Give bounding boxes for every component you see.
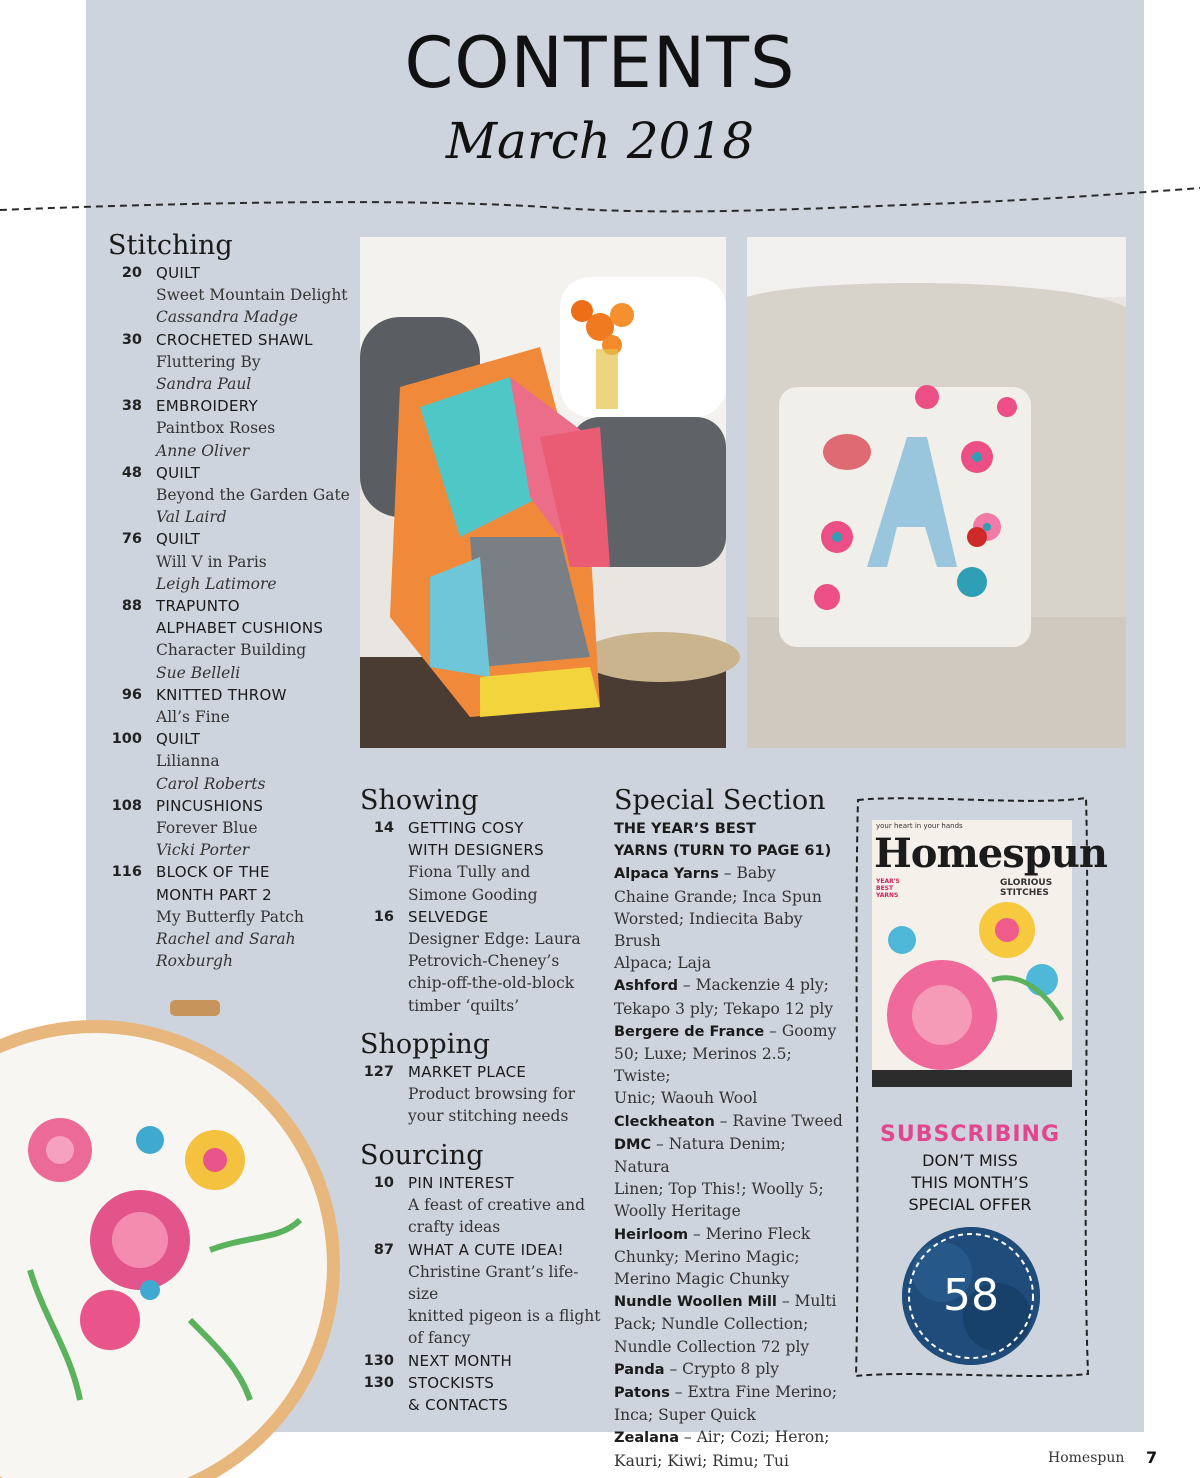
entry-title: Character Building — [156, 641, 307, 660]
yarn-names: Nundle Collection 72 ply — [614, 1337, 810, 1356]
special-line — [614, 1336, 844, 1358]
special-line — [614, 1110, 844, 1133]
special-line — [614, 886, 844, 908]
yarn-names: Chunky; Merino Magic; — [614, 1247, 800, 1266]
toc-entry[interactable] — [94, 329, 354, 396]
brand-name: Ashford — [614, 978, 678, 995]
entry-category: TRAPUNTO — [156, 597, 240, 616]
yarn-names: – Mackenzie 4 ply; — [677, 976, 829, 995]
special-line — [614, 952, 844, 974]
special-line — [614, 1358, 844, 1381]
special-line — [614, 1087, 844, 1109]
entry-page-number: 20 — [121, 265, 142, 281]
entry-page-number: 48 — [121, 464, 142, 481]
stitching-list — [94, 262, 354, 973]
special-line — [614, 1290, 844, 1313]
entry-title: knitted pigeon is a flight — [408, 1307, 601, 1326]
embroidery-hoop-image — [0, 990, 335, 1478]
yarn-names: – Crypto 8 ply — [664, 1359, 779, 1378]
section-heading-sourcing: Sourcing — [360, 1140, 484, 1171]
yarn-names: Worsted; Indiecita Baby Brush — [614, 909, 803, 951]
special-head-line: THE YEAR’S BEST — [614, 821, 757, 837]
toc-entry[interactable] — [94, 861, 354, 972]
offer-text — [852, 1150, 1088, 1216]
yarn-names: Inca; Super Quick — [614, 1406, 756, 1425]
brand-name: Panda — [614, 1361, 665, 1378]
entry-title: Lilianna — [156, 752, 220, 771]
sourcing-list — [346, 1172, 606, 1416]
magazine-cover[interactable] — [872, 820, 1107, 1087]
yarn-names: – Extra Fine Merino; — [669, 1383, 838, 1402]
entry-title: Will V in Paris — [156, 552, 267, 571]
yarn-names: Tekapo 3 ply; Tekapo 12 ply — [614, 999, 834, 1018]
section-heading-stitching: Stitching — [108, 230, 233, 261]
entry-title: timber ‘quilts’ — [408, 996, 520, 1015]
cover-headline: GLORIOUS STITCHES — [1000, 878, 1053, 898]
special-line — [614, 1268, 844, 1290]
brand-name: Alpaca Yarns — [614, 866, 719, 883]
special-section-list — [614, 818, 844, 1472]
showing-list — [346, 817, 606, 1017]
entry-page-number: 38 — [121, 398, 142, 415]
entry-category: GETTING COSY — [408, 819, 524, 837]
entry-author: Sandra Paul — [156, 375, 252, 394]
entry-author: Rachel and Sarah — [156, 930, 296, 949]
entry-author: Sue Belleli — [156, 663, 241, 682]
yarn-names: Woolly Heritage — [614, 1202, 741, 1221]
subscribing-heading: SUBSCRIBING — [879, 1122, 1061, 1147]
offer-line: THIS MONTH’S — [911, 1173, 1029, 1192]
yarn-names: – Ravine Tweed — [714, 1111, 843, 1130]
toc-entry[interactable] — [94, 462, 354, 529]
entry-title: Designer Edge: Laura — [408, 930, 581, 949]
special-line — [614, 1178, 844, 1200]
brand-name: Zealana — [614, 1430, 679, 1447]
entry-title: Fiona Tully and — [408, 863, 531, 882]
entry-page-number: 116 — [111, 864, 142, 881]
entry-title: Petrovich-Cheney’s — [408, 952, 560, 971]
entry-category: PINCUSHIONS — [156, 796, 264, 815]
special-line — [614, 974, 844, 997]
entry-title: Simone Gooding — [408, 885, 538, 904]
brand-name: Patons — [614, 1385, 670, 1402]
entry-author: Roxburgh — [156, 952, 233, 971]
special-head-line: YARNS (TURN TO PAGE 61) — [614, 843, 832, 860]
brand-name: DMC — [614, 1136, 652, 1153]
entry-title: of fancy — [408, 1329, 471, 1348]
entry-author: Anne Oliver — [156, 441, 250, 460]
yarn-names: 50; Luxe; Merinos 2.5; Twiste; — [614, 1045, 792, 1086]
brand-name: Heirloom — [614, 1226, 689, 1243]
entry-page-number: 16 — [373, 908, 394, 925]
entry-title: Paintbox Roses — [156, 419, 276, 438]
entry-category: & CONTACTS — [408, 1396, 509, 1415]
entry-category: EMBROIDERY — [156, 397, 259, 416]
toc-entry[interactable] — [346, 1061, 606, 1128]
entry-category: QUILT — [156, 730, 201, 749]
toc-entry[interactable] — [94, 528, 354, 595]
cover-masthead: Homespun — [874, 830, 1107, 877]
toc-entry[interactable] — [346, 817, 606, 906]
entry-page-number: 108 — [111, 797, 142, 814]
entry-category: MONTH PART 2 — [156, 885, 272, 904]
section-heading-shopping: Shopping — [360, 1029, 491, 1060]
brand-name: Nundle Woollen Mill — [614, 1294, 777, 1311]
entry-title: Beyond the Garden Gate — [156, 486, 350, 505]
entry-category: CROCHETED SHAWL — [156, 330, 313, 349]
special-line — [614, 1450, 844, 1472]
entry-title: chip-off-the-old-block — [408, 974, 575, 993]
special-line — [614, 1381, 844, 1404]
toc-entry[interactable] — [94, 795, 354, 862]
entry-title: Product browsing for — [408, 1085, 576, 1104]
toc-entry[interactable] — [346, 1350, 606, 1372]
entry-category: KNITTED THROW — [156, 685, 287, 704]
special-line — [614, 1043, 844, 1087]
entry-page-number: 100 — [111, 731, 142, 748]
yarn-names: Chaine Grande; Inca Spun — [614, 887, 822, 906]
toc-entry[interactable] — [94, 595, 354, 684]
entry-page-number: 30 — [121, 331, 142, 348]
entry-page-number: 88 — [121, 598, 142, 615]
special-line — [614, 862, 844, 885]
special-line — [614, 1133, 844, 1178]
special-line — [614, 998, 844, 1020]
entry-category: ALPHABET CUSHIONS — [156, 619, 324, 638]
entry-category: BLOCK OF THE — [156, 863, 270, 882]
special-line — [614, 908, 844, 952]
yarn-names: Linen; Top This!; Woolly 5; — [614, 1180, 824, 1199]
entry-author: Vicki Porter — [156, 841, 250, 860]
entry-title: Fluttering By — [156, 352, 261, 371]
yarn-names: Merino Magic Chunky — [614, 1270, 790, 1289]
entry-title: Sweet Mountain Delight — [156, 286, 348, 305]
entry-category: WITH DESIGNERS — [408, 841, 544, 860]
entry-category: QUILT — [156, 264, 201, 282]
toc-entry[interactable] — [346, 906, 606, 1017]
entry-page-number: 10 — [373, 1175, 394, 1191]
yarn-names: Unic; Waouh Wool — [614, 1089, 758, 1108]
offer-line: DON’T MISS — [922, 1151, 1018, 1170]
entry-page-number: 76 — [121, 531, 142, 548]
page-number: 7 — [1146, 1448, 1158, 1467]
entry-category: PIN INTEREST — [408, 1174, 514, 1192]
entry-page-number: 130 — [363, 1352, 394, 1369]
special-line — [614, 1426, 844, 1449]
entry-category: STOCKISTS — [408, 1373, 495, 1392]
yarn-names: – Natura Denim; Natura — [614, 1134, 786, 1177]
toc-entry[interactable] — [346, 1239, 606, 1350]
yarn-names: – Multi — [776, 1292, 837, 1311]
stitch-divider — [0, 180, 1200, 220]
toc-entry[interactable] — [346, 1372, 606, 1416]
entry-author: Val Laird — [156, 508, 227, 527]
entry-title: All’s Fine — [156, 708, 230, 727]
issue-date: March 2018 — [445, 112, 755, 170]
entry-page-number: 14 — [373, 820, 394, 836]
special-line — [614, 1200, 844, 1222]
entry-title: My Butterfly Patch — [156, 907, 304, 926]
entry-category: NEXT MONTH — [408, 1351, 513, 1370]
entry-author: Leigh Latimore — [156, 574, 277, 593]
entry-category: QUILT — [156, 463, 201, 482]
toc-entry[interactable] — [94, 262, 354, 329]
yarn-names: Alpaca; Laja — [614, 954, 711, 973]
entry-category: SELVEDGE — [408, 907, 489, 926]
entry-page-number: 130 — [363, 1374, 394, 1391]
section-heading-special: Special Section — [614, 785, 826, 816]
yarn-names: Kauri; Kiwi; Rimu; Tui — [614, 1451, 789, 1470]
special-line — [614, 1223, 844, 1246]
cushion-photo — [747, 237, 1126, 748]
page-title: CONTENTS — [404, 22, 796, 104]
special-line — [614, 1404, 844, 1426]
entry-title: your stitching needs — [408, 1107, 569, 1126]
brand-name: Bergere de France — [614, 1023, 765, 1040]
special-line — [614, 1313, 844, 1335]
cover-tagline: your heart in your hands — [876, 822, 963, 830]
shopping-list — [346, 1061, 606, 1128]
quilt-photo — [360, 237, 726, 748]
yarn-names: – Merino Fleck — [688, 1224, 811, 1243]
entry-page-number: 127 — [363, 1064, 394, 1080]
yarn-names: Pack; Nundle Collection; — [614, 1315, 809, 1334]
footer-brand: Homespun — [1048, 1450, 1125, 1466]
toc-entry[interactable] — [94, 684, 354, 728]
offer-line: SPECIAL OFFER — [908, 1195, 1032, 1214]
entry-page-number: 87 — [373, 1241, 394, 1258]
entry-category: WHAT A CUTE IDEA! — [408, 1240, 564, 1259]
entry-page-number: 96 — [121, 686, 142, 703]
entry-title: crafty ideas — [408, 1218, 501, 1237]
toc-entry[interactable] — [94, 395, 354, 462]
special-line — [614, 1246, 844, 1268]
special-line — [614, 1020, 844, 1043]
yarn-names: – Goomy — [764, 1021, 837, 1040]
entry-author: Carol Roberts — [156, 774, 266, 793]
cover-badge: YEAR'S BEST YARNS — [876, 878, 900, 899]
section-heading-showing: Showing — [360, 785, 479, 816]
toc-entry[interactable] — [346, 1172, 606, 1239]
subscribe-page-number: 58 — [943, 1270, 999, 1321]
yarn-names: – Air; Cozi; Heron; — [679, 1428, 830, 1447]
entry-title: Forever Blue — [156, 819, 258, 838]
yarn-names: – Baby — [718, 864, 776, 883]
entry-title: A feast of creative and — [408, 1196, 586, 1215]
toc-entry[interactable] — [94, 728, 354, 795]
brand-name: Cleckheaton — [614, 1113, 715, 1130]
entry-category: MARKET PLACE — [408, 1063, 527, 1081]
subscribe-page-badge[interactable] — [902, 1227, 1040, 1365]
entry-author: Cassandra Madge — [156, 308, 298, 327]
entry-title: Christine Grant’s life-size — [408, 1262, 579, 1304]
entry-category: QUILT — [156, 530, 201, 549]
